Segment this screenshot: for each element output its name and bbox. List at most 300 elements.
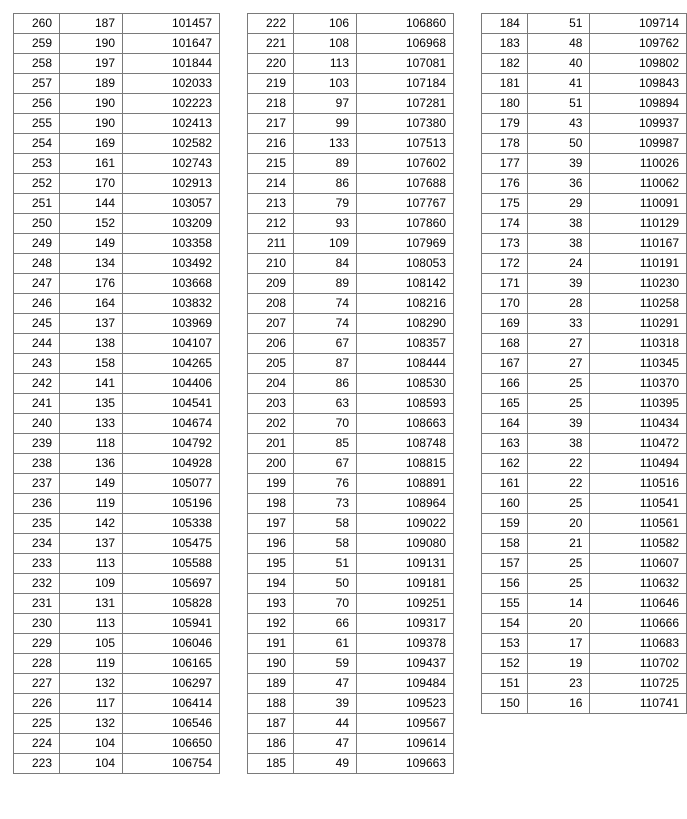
count-cell: 50 [294,574,357,594]
cumulative-cell: 109484 [357,674,454,694]
table-row [14,354,220,374]
count-cell: 134 [60,254,123,274]
table-row [248,474,454,494]
score-cell: 227 [14,674,60,694]
table-row [482,34,687,54]
table-row [248,334,454,354]
table-row [14,54,220,74]
table-row [248,494,454,514]
count-cell: 113 [294,54,357,74]
count-cell: 99 [294,114,357,134]
count-cell: 105 [60,634,123,654]
cumulative-cell: 101844 [123,54,220,74]
cumulative-cell: 105475 [123,534,220,554]
table-row [14,734,220,754]
score-cell: 230 [14,614,60,634]
count-cell: 103 [294,74,357,94]
score-cell: 256 [14,94,60,114]
count-cell: 87 [294,354,357,374]
table-row [482,14,687,34]
cumulative-cell: 105941 [123,614,220,634]
cumulative-cell: 110026 [590,154,687,174]
score-cell: 215 [248,154,294,174]
cumulative-cell: 110541 [590,494,687,514]
count-cell: 136 [60,454,123,474]
score-cell: 213 [248,194,294,214]
score-cell: 250 [14,214,60,234]
score-cell: 170 [482,294,528,314]
count-cell: 86 [294,374,357,394]
table-row [248,734,454,754]
count-cell: 22 [527,454,590,474]
score-cell: 175 [482,194,528,214]
count-cell: 149 [60,474,123,494]
table-row [14,74,220,94]
score-cell: 233 [14,554,60,574]
table-row [482,54,687,74]
cumulative-cell: 102913 [123,174,220,194]
score-cell: 188 [248,694,294,714]
score-cell: 254 [14,134,60,154]
count-cell: 197 [60,54,123,74]
count-cell: 24 [527,254,590,274]
cumulative-cell: 109663 [357,754,454,774]
table-row [482,174,687,194]
score-cell: 198 [248,494,294,514]
table-row [248,574,454,594]
count-cell: 33 [527,314,590,334]
score-cell: 223 [14,754,60,774]
cumulative-cell: 102223 [123,94,220,114]
count-cell: 149 [60,234,123,254]
cumulative-cell: 109131 [357,554,454,574]
table-row [248,154,454,174]
table-row [248,274,454,294]
cumulative-cell: 109378 [357,634,454,654]
cumulative-cell: 110582 [590,534,687,554]
score-cell: 177 [482,154,528,174]
table-row [14,654,220,674]
count-cell: 118 [60,434,123,454]
table-row [482,194,687,214]
table-row [14,134,220,154]
count-cell: 14 [527,594,590,614]
cumulative-cell: 110091 [590,194,687,214]
count-cell: 43 [527,114,590,134]
table-row [248,614,454,634]
score-cell: 168 [482,334,528,354]
score-cell: 253 [14,154,60,174]
table-row [14,274,220,294]
cumulative-cell: 103832 [123,294,220,314]
cumulative-cell: 109181 [357,574,454,594]
table-row [14,614,220,634]
count-cell: 27 [527,354,590,374]
count-cell: 108 [294,34,357,54]
count-cell: 70 [294,414,357,434]
count-cell: 158 [60,354,123,374]
cumulative-cell: 109714 [590,14,687,34]
table-row [248,14,454,34]
table-row [482,134,687,154]
score-table-column-1 [13,13,220,774]
cumulative-cell: 106754 [123,754,220,774]
table-row [482,414,687,434]
score-cell: 258 [14,54,60,74]
count-cell: 106 [294,14,357,34]
cumulative-cell: 109762 [590,34,687,54]
cumulative-cell: 110632 [590,574,687,594]
score-cell: 234 [14,534,60,554]
count-cell: 47 [294,734,357,754]
cumulative-cell: 102743 [123,154,220,174]
score-cell: 185 [248,754,294,774]
table-row [248,454,454,474]
table-row [248,754,454,774]
cumulative-cell: 110646 [590,594,687,614]
score-cell: 237 [14,474,60,494]
score-cell: 236 [14,494,60,514]
table-row [482,454,687,474]
cumulative-cell: 109802 [590,54,687,74]
cumulative-cell: 109437 [357,654,454,674]
table-row [482,94,687,114]
score-cell: 196 [248,534,294,554]
cumulative-cell: 106860 [357,14,454,34]
table-row [248,94,454,114]
table-row [248,374,454,394]
count-cell: 135 [60,394,123,414]
score-cell: 197 [248,514,294,534]
table-row [14,594,220,614]
table-row [248,314,454,334]
count-cell: 21 [527,534,590,554]
cumulative-cell: 110291 [590,314,687,334]
table-row [14,254,220,274]
count-cell: 41 [527,74,590,94]
score-cell: 190 [248,654,294,674]
score-cell: 157 [482,554,528,574]
table-row [482,474,687,494]
cumulative-cell: 109937 [590,114,687,134]
cumulative-cell: 110494 [590,454,687,474]
score-cell: 221 [248,34,294,54]
table-row [14,234,220,254]
table-row [248,714,454,734]
score-cell: 174 [482,214,528,234]
cumulative-cell: 107767 [357,194,454,214]
score-cell: 205 [248,354,294,374]
score-cell: 212 [248,214,294,234]
table-row [248,354,454,374]
cumulative-cell: 108142 [357,274,454,294]
score-cell: 259 [14,34,60,54]
table-row [14,214,220,234]
score-cell: 179 [482,114,528,134]
score-cell: 202 [248,414,294,434]
count-cell: 25 [527,394,590,414]
count-cell: 27 [527,334,590,354]
table-row [248,534,454,554]
score-cell: 257 [14,74,60,94]
cumulative-cell: 108891 [357,474,454,494]
cumulative-cell: 110683 [590,634,687,654]
score-cell: 167 [482,354,528,374]
cumulative-cell: 109523 [357,694,454,714]
cumulative-cell: 108053 [357,254,454,274]
table-row [248,434,454,454]
table-row [14,754,220,774]
count-cell: 119 [60,654,123,674]
count-cell: 117 [60,694,123,714]
cumulative-cell: 106546 [123,714,220,734]
table-row [14,114,220,134]
score-cell: 245 [14,314,60,334]
score-cell: 169 [482,314,528,334]
cumulative-cell: 107281 [357,94,454,114]
cumulative-cell: 109843 [590,74,687,94]
table-row [482,214,687,234]
count-cell: 67 [294,334,357,354]
score-cell: 232 [14,574,60,594]
count-cell: 25 [527,494,590,514]
cumulative-cell: 108444 [357,354,454,374]
count-cell: 51 [527,94,590,114]
table-row [482,274,687,294]
count-cell: 189 [60,74,123,94]
count-cell: 176 [60,274,123,294]
count-cell: 109 [294,234,357,254]
table-row [482,434,687,454]
count-cell: 74 [294,294,357,314]
count-cell: 25 [527,574,590,594]
table-row [14,634,220,654]
table-row [14,94,220,114]
count-cell: 22 [527,474,590,494]
cumulative-cell: 110607 [590,554,687,574]
count-cell: 58 [294,534,357,554]
cumulative-cell: 106297 [123,674,220,694]
score-cell: 247 [14,274,60,294]
cumulative-cell: 106414 [123,694,220,714]
table-row [482,154,687,174]
cumulative-cell: 103209 [123,214,220,234]
cumulative-cell: 104674 [123,414,220,434]
table-row [482,394,687,414]
count-cell: 164 [60,294,123,314]
count-cell: 76 [294,474,357,494]
cumulative-cell: 104406 [123,374,220,394]
table-row [14,14,220,34]
score-cell: 222 [248,14,294,34]
table-row [248,54,454,74]
score-cell: 159 [482,514,528,534]
count-cell: 38 [527,434,590,454]
score-cell: 226 [14,694,60,714]
cumulative-cell: 102413 [123,114,220,134]
cumulative-cell: 109080 [357,534,454,554]
cumulative-cell: 108290 [357,314,454,334]
score-cell: 181 [482,74,528,94]
score-cell: 201 [248,434,294,454]
cumulative-cell: 110395 [590,394,687,414]
table-row [14,314,220,334]
score-cell: 199 [248,474,294,494]
cumulative-cell: 103492 [123,254,220,274]
cumulative-cell: 109251 [357,594,454,614]
score-cell: 156 [482,574,528,594]
count-cell: 109 [60,574,123,594]
table-row [482,614,687,634]
count-cell: 133 [294,134,357,154]
table-row [14,714,220,734]
cumulative-cell: 106046 [123,634,220,654]
table-row [482,314,687,334]
table-row [248,634,454,654]
cumulative-cell: 110129 [590,214,687,234]
score-cell: 152 [482,654,528,674]
score-cell: 240 [14,414,60,434]
table-row [482,354,687,374]
score-cell: 251 [14,194,60,214]
score-cell: 162 [482,454,528,474]
table-row [14,34,220,54]
count-cell: 20 [527,614,590,634]
cumulative-cell: 106165 [123,654,220,674]
table-row [248,414,454,434]
count-cell: 93 [294,214,357,234]
score-cell: 194 [248,574,294,594]
cumulative-cell: 106968 [357,34,454,54]
table-row [482,494,687,514]
score-cell: 249 [14,234,60,254]
count-cell: 138 [60,334,123,354]
score-cell: 206 [248,334,294,354]
score-cell: 186 [248,734,294,754]
cumulative-cell: 104107 [123,334,220,354]
cumulative-cell: 110725 [590,674,687,694]
score-cell: 163 [482,434,528,454]
score-cell: 166 [482,374,528,394]
table-row [482,114,687,134]
score-cell: 187 [248,714,294,734]
count-cell: 144 [60,194,123,214]
cumulative-cell: 107513 [357,134,454,154]
count-cell: 152 [60,214,123,234]
table-row [14,474,220,494]
cumulative-cell: 102582 [123,134,220,154]
score-cell: 207 [248,314,294,334]
cumulative-cell: 108748 [357,434,454,454]
score-cell: 260 [14,14,60,34]
count-cell: 119 [60,494,123,514]
count-cell: 51 [527,14,590,34]
score-cell: 171 [482,274,528,294]
table-row [14,514,220,534]
count-cell: 49 [294,754,357,774]
score-cell: 224 [14,734,60,754]
table-row [14,394,220,414]
table-row [482,74,687,94]
score-cell: 229 [14,634,60,654]
cumulative-cell: 107602 [357,154,454,174]
score-cell: 193 [248,594,294,614]
count-cell: 97 [294,94,357,114]
table-row [482,334,687,354]
count-cell: 25 [527,554,590,574]
cumulative-cell: 104928 [123,454,220,474]
cumulative-cell: 108357 [357,334,454,354]
table-row [14,674,220,694]
count-cell: 59 [294,654,357,674]
count-cell: 79 [294,194,357,214]
table-row [14,494,220,514]
score-cell: 155 [482,594,528,614]
score-cell: 225 [14,714,60,734]
count-cell: 39 [294,694,357,714]
table-row [482,554,687,574]
table-row [482,234,687,254]
score-cell: 208 [248,294,294,314]
score-cell: 180 [482,94,528,114]
cumulative-cell: 110561 [590,514,687,534]
cumulative-cell: 110318 [590,334,687,354]
cumulative-cell: 105828 [123,594,220,614]
cumulative-cell: 105196 [123,494,220,514]
cumulative-cell: 110702 [590,654,687,674]
table-row [14,194,220,214]
table-row [14,154,220,174]
score-cell: 211 [248,234,294,254]
table-row [482,594,687,614]
score-cell: 210 [248,254,294,274]
count-cell: 132 [60,674,123,694]
table-row [482,694,687,714]
table-row [14,374,220,394]
score-cell: 255 [14,114,60,134]
count-cell: 36 [527,174,590,194]
score-cell: 248 [14,254,60,274]
cumulative-cell: 109317 [357,614,454,634]
score-cell: 235 [14,514,60,534]
cumulative-cell: 110062 [590,174,687,194]
table-row [14,534,220,554]
count-cell: 170 [60,174,123,194]
score-cell: 220 [248,54,294,74]
score-cell: 241 [14,394,60,414]
cumulative-cell: 110516 [590,474,687,494]
table-row [14,694,220,714]
cumulative-cell: 110258 [590,294,687,314]
cumulative-cell: 110741 [590,694,687,714]
count-cell: 38 [527,214,590,234]
table-row [248,194,454,214]
count-cell: 58 [294,514,357,534]
score-cell: 153 [482,634,528,654]
score-cell: 189 [248,674,294,694]
score-cell: 158 [482,534,528,554]
cumulative-cell: 103969 [123,314,220,334]
cumulative-cell: 108815 [357,454,454,474]
cumulative-cell: 110230 [590,274,687,294]
table-row [482,514,687,534]
cumulative-cell: 105077 [123,474,220,494]
table-row [482,534,687,554]
score-cell: 164 [482,414,528,434]
cumulative-cell: 108663 [357,414,454,434]
score-cell: 214 [248,174,294,194]
cumulative-cell: 108964 [357,494,454,514]
